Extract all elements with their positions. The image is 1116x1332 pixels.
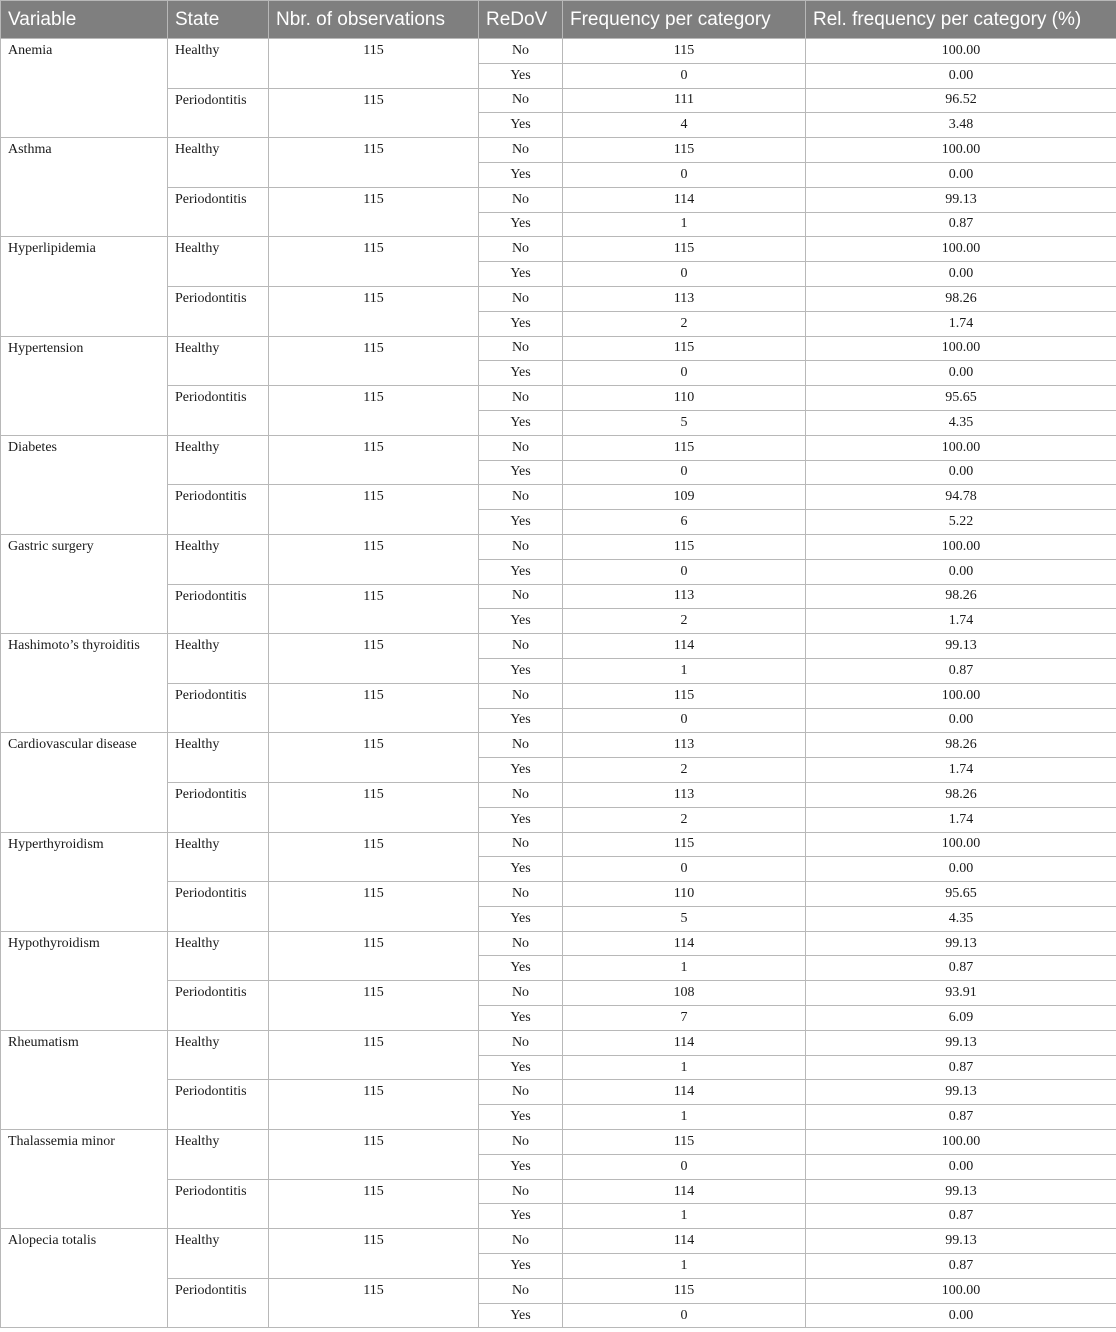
frequency-cell: 0 bbox=[563, 1154, 806, 1179]
rel-frequency-cell: 100.00 bbox=[806, 336, 1116, 361]
redov-cell: No bbox=[479, 1130, 563, 1155]
state-cell: Periodontitis bbox=[168, 683, 269, 733]
rel-frequency-cell: 0.87 bbox=[806, 1105, 1116, 1130]
rel-frequency-cell: 0.87 bbox=[806, 1254, 1116, 1279]
rel-frequency-cell: 0.00 bbox=[806, 857, 1116, 882]
frequency-cell: 2 bbox=[563, 807, 806, 832]
rel-frequency-cell: 100.00 bbox=[806, 435, 1116, 460]
frequency-cell: 113 bbox=[563, 782, 806, 807]
observations-cell: 115 bbox=[269, 39, 479, 89]
variable-cell: Gastric surgery bbox=[1, 534, 168, 633]
state-cell: Healthy bbox=[168, 534, 269, 584]
state-cell: Periodontitis bbox=[168, 1080, 269, 1130]
variable-cell: Hyperlipidemia bbox=[1, 237, 168, 336]
frequency-cell: 115 bbox=[563, 832, 806, 857]
table-row bbox=[1, 237, 1116, 262]
observations-cell: 115 bbox=[269, 138, 479, 188]
table-row bbox=[1, 634, 1116, 659]
rel-frequency-cell: 93.91 bbox=[806, 981, 1116, 1006]
variable-cell: Hashimoto’s thyroiditis bbox=[1, 634, 168, 733]
rel-frequency-cell: 6.09 bbox=[806, 1006, 1116, 1031]
redov-cell: Yes bbox=[479, 212, 563, 237]
redov-cell: No bbox=[479, 882, 563, 907]
frequency-cell: 111 bbox=[563, 88, 806, 113]
frequency-cell: 115 bbox=[563, 1130, 806, 1155]
redov-cell: No bbox=[479, 634, 563, 659]
table-row bbox=[1, 931, 1116, 956]
observations-cell: 115 bbox=[269, 832, 479, 882]
rel-frequency-cell: 95.65 bbox=[806, 386, 1116, 411]
frequency-cell: 114 bbox=[563, 187, 806, 212]
state-cell: Periodontitis bbox=[168, 1179, 269, 1229]
frequency-cell: 114 bbox=[563, 1080, 806, 1105]
rel-frequency-cell: 0.87 bbox=[806, 1055, 1116, 1080]
frequency-cell: 2 bbox=[563, 311, 806, 336]
frequency-cell: 0 bbox=[563, 361, 806, 386]
redov-cell: No bbox=[479, 782, 563, 807]
state-cell: Healthy bbox=[168, 435, 269, 485]
state-cell: Periodontitis bbox=[168, 386, 269, 436]
variable-cell: Hypertension bbox=[1, 336, 168, 435]
rel-frequency-cell: 1.74 bbox=[806, 807, 1116, 832]
table-row bbox=[1, 1030, 1116, 1055]
redov-cell: No bbox=[479, 1030, 563, 1055]
variable-cell: Alopecia totalis bbox=[1, 1229, 168, 1328]
redov-cell: No bbox=[479, 286, 563, 311]
rel-frequency-cell: 99.13 bbox=[806, 1229, 1116, 1254]
state-cell: Healthy bbox=[168, 832, 269, 882]
observations-cell: 115 bbox=[269, 782, 479, 832]
rel-frequency-cell: 100.00 bbox=[806, 138, 1116, 163]
variable-cell: Rheumatism bbox=[1, 1030, 168, 1129]
variable-cell: Hypothyroidism bbox=[1, 931, 168, 1030]
redov-cell: No bbox=[479, 931, 563, 956]
redov-cell: Yes bbox=[479, 162, 563, 187]
observations-cell: 115 bbox=[269, 237, 479, 287]
rel-frequency-cell: 96.52 bbox=[806, 88, 1116, 113]
redov-cell: Yes bbox=[479, 510, 563, 535]
state-cell: Periodontitis bbox=[168, 782, 269, 832]
table-row bbox=[1, 286, 1116, 311]
observations-cell: 115 bbox=[269, 435, 479, 485]
rel-frequency-cell: 100.00 bbox=[806, 683, 1116, 708]
variable-cell: Hyperthyroidism bbox=[1, 832, 168, 931]
observations-cell: 115 bbox=[269, 584, 479, 634]
state-cell: Healthy bbox=[168, 1130, 269, 1180]
frequency-cell: 1 bbox=[563, 1204, 806, 1229]
redov-cell: Yes bbox=[479, 63, 563, 88]
frequency-cell: 115 bbox=[563, 1278, 806, 1303]
observations-cell: 115 bbox=[269, 88, 479, 138]
frequency-cell: 7 bbox=[563, 1006, 806, 1031]
table-row bbox=[1, 534, 1116, 559]
observations-cell: 115 bbox=[269, 386, 479, 436]
table-row bbox=[1, 138, 1116, 163]
frequency-cell: 109 bbox=[563, 485, 806, 510]
frequency-cell: 0 bbox=[563, 63, 806, 88]
state-cell: Healthy bbox=[168, 1030, 269, 1080]
rel-frequency-cell: 5.22 bbox=[806, 510, 1116, 535]
rel-frequency-cell: 99.13 bbox=[806, 187, 1116, 212]
observations-cell: 115 bbox=[269, 1229, 479, 1279]
state-cell: Periodontitis bbox=[168, 1278, 269, 1328]
state-cell: Healthy bbox=[168, 138, 269, 188]
table-row bbox=[1, 981, 1116, 1006]
state-cell: Healthy bbox=[168, 931, 269, 981]
frequency-cell: 5 bbox=[563, 410, 806, 435]
rel-frequency-cell: 99.13 bbox=[806, 634, 1116, 659]
frequency-cell: 1 bbox=[563, 658, 806, 683]
redov-cell: No bbox=[479, 733, 563, 758]
redov-cell: Yes bbox=[479, 1204, 563, 1229]
header-state: State bbox=[168, 1, 269, 39]
observations-cell: 115 bbox=[269, 1179, 479, 1229]
rel-frequency-cell: 1.74 bbox=[806, 609, 1116, 634]
table-row bbox=[1, 584, 1116, 609]
rel-frequency-cell: 0.00 bbox=[806, 708, 1116, 733]
state-cell: Periodontitis bbox=[168, 187, 269, 237]
frequency-cell: 0 bbox=[563, 262, 806, 287]
rel-frequency-cell: 99.13 bbox=[806, 1179, 1116, 1204]
table-row bbox=[1, 733, 1116, 758]
frequency-cell: 0 bbox=[563, 1303, 806, 1328]
redov-cell: Yes bbox=[479, 113, 563, 138]
redov-cell: No bbox=[479, 683, 563, 708]
rel-frequency-cell: 99.13 bbox=[806, 931, 1116, 956]
state-cell: Healthy bbox=[168, 634, 269, 684]
state-cell: Healthy bbox=[168, 39, 269, 89]
observations-cell: 115 bbox=[269, 634, 479, 684]
frequency-cell: 6 bbox=[563, 510, 806, 535]
rel-frequency-cell: 0.00 bbox=[806, 1303, 1116, 1328]
frequency-cell: 0 bbox=[563, 857, 806, 882]
frequency-cell: 4 bbox=[563, 113, 806, 138]
rel-frequency-cell: 98.26 bbox=[806, 584, 1116, 609]
redov-cell: No bbox=[479, 138, 563, 163]
frequency-cell: 2 bbox=[563, 609, 806, 634]
table-row bbox=[1, 336, 1116, 361]
frequency-cell: 114 bbox=[563, 1179, 806, 1204]
frequency-cell: 1 bbox=[563, 1055, 806, 1080]
rel-frequency-cell: 94.78 bbox=[806, 485, 1116, 510]
rel-frequency-cell: 4.35 bbox=[806, 906, 1116, 931]
redov-cell: No bbox=[479, 237, 563, 262]
redov-cell: Yes bbox=[479, 956, 563, 981]
table-row bbox=[1, 882, 1116, 907]
frequency-cell: 0 bbox=[563, 460, 806, 485]
state-cell: Healthy bbox=[168, 237, 269, 287]
frequency-cell: 1 bbox=[563, 212, 806, 237]
rel-frequency-cell: 1.74 bbox=[806, 311, 1116, 336]
table-row bbox=[1, 1130, 1116, 1155]
frequency-cell: 1 bbox=[563, 1254, 806, 1279]
redov-cell: No bbox=[479, 1229, 563, 1254]
redov-cell: Yes bbox=[479, 857, 563, 882]
table-row bbox=[1, 39, 1116, 64]
frequency-cell: 1 bbox=[563, 1105, 806, 1130]
variable-cell: Thalassemia minor bbox=[1, 1130, 168, 1229]
table-row bbox=[1, 832, 1116, 857]
rel-frequency-cell: 4.35 bbox=[806, 410, 1116, 435]
redov-cell: No bbox=[479, 187, 563, 212]
redov-cell: Yes bbox=[479, 361, 563, 386]
observations-cell: 115 bbox=[269, 1278, 479, 1328]
rel-frequency-cell: 100.00 bbox=[806, 1130, 1116, 1155]
rel-frequency-cell: 100.00 bbox=[806, 1278, 1116, 1303]
observations-cell: 115 bbox=[269, 683, 479, 733]
rel-frequency-cell: 0.00 bbox=[806, 262, 1116, 287]
observations-cell: 115 bbox=[269, 286, 479, 336]
state-cell: Periodontitis bbox=[168, 882, 269, 932]
observations-cell: 115 bbox=[269, 187, 479, 237]
table-row bbox=[1, 782, 1116, 807]
rel-frequency-cell: 0.00 bbox=[806, 63, 1116, 88]
frequency-cell: 115 bbox=[563, 534, 806, 559]
redov-cell: Yes bbox=[479, 1154, 563, 1179]
frequency-cell: 113 bbox=[563, 286, 806, 311]
redov-cell: No bbox=[479, 435, 563, 460]
rel-frequency-cell: 95.65 bbox=[806, 882, 1116, 907]
redov-cell: Yes bbox=[479, 658, 563, 683]
frequency-cell: 110 bbox=[563, 882, 806, 907]
table-row bbox=[1, 1179, 1116, 1204]
variable-cell: Diabetes bbox=[1, 435, 168, 534]
observations-cell: 115 bbox=[269, 733, 479, 783]
rel-frequency-cell: 0.87 bbox=[806, 212, 1116, 237]
rel-frequency-cell: 1.74 bbox=[806, 758, 1116, 783]
frequency-cell: 114 bbox=[563, 931, 806, 956]
frequency-cell: 1 bbox=[563, 956, 806, 981]
redov-cell: No bbox=[479, 534, 563, 559]
redov-cell: Yes bbox=[479, 311, 563, 336]
frequency-cell: 115 bbox=[563, 39, 806, 64]
state-cell: Periodontitis bbox=[168, 286, 269, 336]
header-row bbox=[1, 1, 1116, 39]
frequency-cell: 113 bbox=[563, 584, 806, 609]
state-cell: Healthy bbox=[168, 336, 269, 386]
redov-cell: No bbox=[479, 981, 563, 1006]
frequency-cell: 115 bbox=[563, 683, 806, 708]
state-cell: Periodontitis bbox=[168, 584, 269, 634]
frequency-cell: 5 bbox=[563, 906, 806, 931]
frequency-cell: 114 bbox=[563, 1229, 806, 1254]
redov-cell: No bbox=[479, 336, 563, 361]
observations-cell: 115 bbox=[269, 336, 479, 386]
rel-frequency-cell: 100.00 bbox=[806, 534, 1116, 559]
table-row bbox=[1, 435, 1116, 460]
rel-frequency-cell: 0.00 bbox=[806, 1154, 1116, 1179]
table-row bbox=[1, 1080, 1116, 1105]
table-body bbox=[1, 39, 1116, 1328]
state-cell: Healthy bbox=[168, 733, 269, 783]
rel-frequency-cell: 3.48 bbox=[806, 113, 1116, 138]
frequency-cell: 115 bbox=[563, 435, 806, 460]
frequency-cell: 108 bbox=[563, 981, 806, 1006]
redov-cell: Yes bbox=[479, 262, 563, 287]
redov-cell: No bbox=[479, 386, 563, 411]
rel-frequency-cell: 100.00 bbox=[806, 237, 1116, 262]
rel-frequency-cell: 99.13 bbox=[806, 1080, 1116, 1105]
frequency-cell: 114 bbox=[563, 634, 806, 659]
redov-cell: Yes bbox=[479, 609, 563, 634]
redov-cell: No bbox=[479, 584, 563, 609]
redov-cell: Yes bbox=[479, 1105, 563, 1130]
frequency-cell: 110 bbox=[563, 386, 806, 411]
table-row bbox=[1, 187, 1116, 212]
state-cell: Periodontitis bbox=[168, 981, 269, 1031]
state-cell: Healthy bbox=[168, 1229, 269, 1279]
rel-frequency-cell: 0.87 bbox=[806, 956, 1116, 981]
rel-frequency-cell: 0.00 bbox=[806, 460, 1116, 485]
header-variable: Variable bbox=[1, 1, 168, 39]
redov-cell: Yes bbox=[479, 708, 563, 733]
redov-cell: Yes bbox=[479, 807, 563, 832]
table-row bbox=[1, 1278, 1116, 1303]
frequency-cell: 0 bbox=[563, 708, 806, 733]
redov-cell: No bbox=[479, 1278, 563, 1303]
header-rel-frequency: Rel. frequency per category (%) bbox=[806, 1, 1116, 39]
rel-frequency-cell: 0.87 bbox=[806, 658, 1116, 683]
redov-cell: Yes bbox=[479, 1006, 563, 1031]
variable-cell: Anemia bbox=[1, 39, 168, 138]
rel-frequency-cell: 0.00 bbox=[806, 361, 1116, 386]
frequency-cell: 115 bbox=[563, 138, 806, 163]
rel-frequency-cell: 100.00 bbox=[806, 832, 1116, 857]
observations-cell: 115 bbox=[269, 485, 479, 535]
rel-frequency-cell: 0.00 bbox=[806, 162, 1116, 187]
header-frequency: Frequency per category bbox=[563, 1, 806, 39]
variable-cell: Cardiovascular disease bbox=[1, 733, 168, 832]
rel-frequency-cell: 0.87 bbox=[806, 1204, 1116, 1229]
header-observations: Nbr. of observations bbox=[269, 1, 479, 39]
frequency-cell: 0 bbox=[563, 559, 806, 584]
redov-cell: Yes bbox=[479, 1254, 563, 1279]
observations-cell: 115 bbox=[269, 1130, 479, 1180]
rel-frequency-cell: 0.00 bbox=[806, 559, 1116, 584]
rel-frequency-cell: 98.26 bbox=[806, 733, 1116, 758]
redov-cell: No bbox=[479, 88, 563, 113]
observations-cell: 115 bbox=[269, 1080, 479, 1130]
observations-cell: 115 bbox=[269, 1030, 479, 1080]
header-redov: ReDoV bbox=[479, 1, 563, 39]
redov-cell: No bbox=[479, 1179, 563, 1204]
frequency-cell: 2 bbox=[563, 758, 806, 783]
table-row bbox=[1, 386, 1116, 411]
table-header bbox=[1, 1, 1116, 39]
observations-cell: 115 bbox=[269, 882, 479, 932]
rel-frequency-cell: 98.26 bbox=[806, 286, 1116, 311]
table-row bbox=[1, 485, 1116, 510]
redov-cell: Yes bbox=[479, 559, 563, 584]
redov-cell: Yes bbox=[479, 1055, 563, 1080]
frequency-cell: 0 bbox=[563, 162, 806, 187]
observations-cell: 115 bbox=[269, 534, 479, 584]
state-cell: Periodontitis bbox=[168, 88, 269, 138]
variable-cell: Asthma bbox=[1, 138, 168, 237]
rel-frequency-cell: 99.13 bbox=[806, 1030, 1116, 1055]
redov-cell: No bbox=[479, 1080, 563, 1105]
rel-frequency-cell: 100.00 bbox=[806, 39, 1116, 64]
table-row bbox=[1, 88, 1116, 113]
frequency-cell: 115 bbox=[563, 237, 806, 262]
observations-cell: 115 bbox=[269, 981, 479, 1031]
redov-cell: Yes bbox=[479, 410, 563, 435]
state-cell: Periodontitis bbox=[168, 485, 269, 535]
redov-cell: Yes bbox=[479, 1303, 563, 1328]
redov-cell: No bbox=[479, 39, 563, 64]
redov-cell: No bbox=[479, 832, 563, 857]
observations-cell: 115 bbox=[269, 931, 479, 981]
redov-cell: No bbox=[479, 485, 563, 510]
redov-cell: Yes bbox=[479, 460, 563, 485]
frequency-cell: 114 bbox=[563, 1030, 806, 1055]
rel-frequency-cell: 98.26 bbox=[806, 782, 1116, 807]
redov-cell: Yes bbox=[479, 758, 563, 783]
table-row bbox=[1, 683, 1116, 708]
table-row bbox=[1, 1229, 1116, 1254]
frequency-cell: 115 bbox=[563, 336, 806, 361]
frequency-cell: 113 bbox=[563, 733, 806, 758]
redov-cell: Yes bbox=[479, 906, 563, 931]
